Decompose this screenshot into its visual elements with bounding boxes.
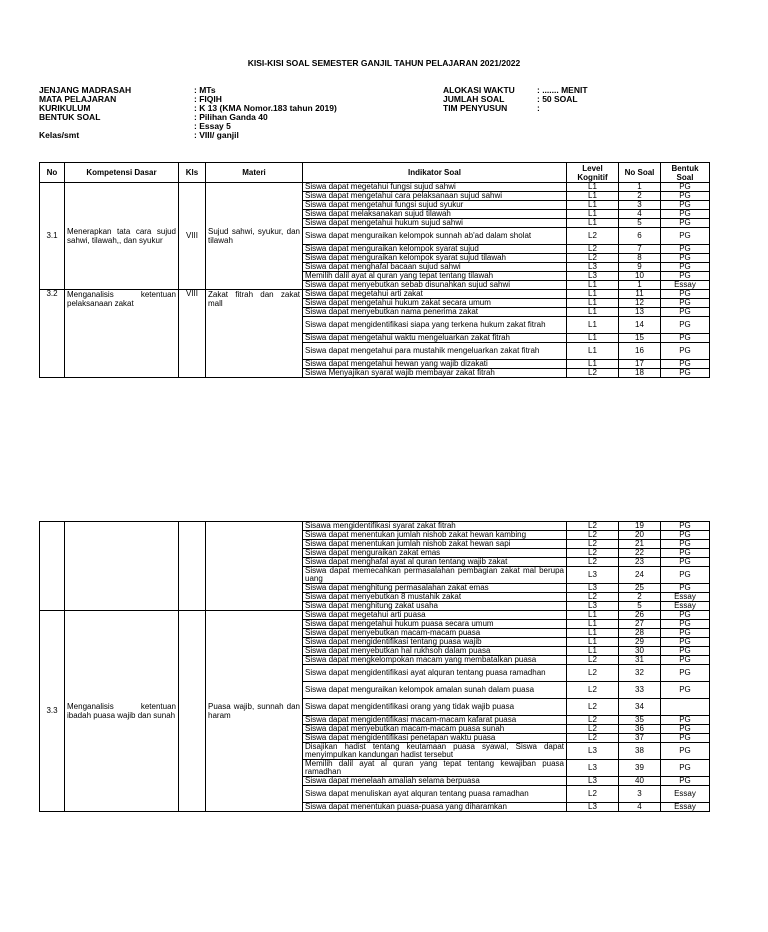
indikator-cell: Siswa dapat mengidentifikasi orang yang tidak wajib puasa — [303, 699, 567, 716]
level-cell: L2 — [567, 682, 619, 699]
bentuk-soal-cell: Essay — [661, 803, 710, 812]
level-cell: L2 — [567, 786, 619, 803]
meta-label: ALOKASI WAKTU — [443, 85, 515, 95]
indikator-cell: Siswa dapat mengetahui hewan yang wajib dizakati — [303, 360, 567, 369]
meta-value: : — [537, 103, 540, 113]
meta-row — [39, 131, 337, 140]
level-cell: L1 — [567, 210, 619, 219]
indikator-cell: Siswa dapat menguraikan kelompok syarat sujud — [303, 245, 567, 254]
bentuk-soal-cell: PG — [661, 245, 710, 254]
level-cell: L3 — [567, 803, 619, 812]
meta-row — [39, 113, 337, 122]
level-cell: L2 — [567, 593, 619, 602]
meta-value: : Essay 5 — [194, 121, 231, 131]
bentuk-soal-cell: PG — [661, 290, 710, 299]
meta-label: TIM PENYUSUN — [443, 103, 508, 113]
bentuk-soal-cell: PG — [661, 665, 710, 682]
level-cell: L2 — [567, 725, 619, 734]
header-indikator-soal: Indikator Soal — [303, 163, 567, 183]
kd-number-cell: 3.1 — [40, 183, 65, 290]
no-soal-cell: 32 — [619, 665, 661, 682]
meta-label: BENTUK SOAL — [39, 112, 101, 122]
level-cell: L2 — [567, 734, 619, 743]
meta-value: : 50 SOAL — [537, 94, 578, 104]
bentuk-soal-cell: PG — [661, 343, 710, 360]
indikator-cell: Siswa dapat mengetahui cara pelaksanaan sujud sahwi — [303, 192, 567, 201]
header-no-soal: No Soal — [619, 163, 661, 183]
indikator-cell: Siswa dapat menuliskan ayat alquran tentang puasa ramadhan — [303, 786, 567, 803]
level-cell: L1 — [567, 290, 619, 299]
bentuk-soal-cell: PG — [661, 369, 710, 378]
meta-value: : ....... MENIT — [537, 85, 588, 95]
level-cell: L2 — [567, 254, 619, 263]
no-soal-cell: 22 — [619, 549, 661, 558]
meta-label: JUMLAH SOAL — [443, 94, 505, 104]
indikator-cell: Siswa dapat megetahui arti puasa — [303, 611, 567, 620]
indikator-cell: Siswa dapat menguraikan kelompok syarat sujud tilawah — [303, 254, 567, 263]
meta-value: : VIII/ ganjil — [194, 130, 239, 140]
bentuk-soal-cell: PG — [661, 777, 710, 786]
header-kompetensi-dasar: Kompetensi Dasar — [65, 163, 179, 183]
indikator-cell: Siswa dapat mengetahui hukum puasa secara umum — [303, 620, 567, 629]
no-soal-cell: 29 — [619, 638, 661, 647]
bentuk-soal-cell: PG — [661, 611, 710, 620]
no-soal-cell: 8 — [619, 254, 661, 263]
indikator-cell: Siswa dapat menyebutkan hal rukhsoh dalam puasa — [303, 647, 567, 656]
bentuk-soal-cell: PG — [661, 725, 710, 734]
bentuk-soal-cell: PG — [661, 219, 710, 228]
no-soal-cell: 3 — [619, 786, 661, 803]
level-cell: L2 — [567, 522, 619, 531]
level-cell: L3 — [567, 602, 619, 611]
level-cell: L2 — [567, 531, 619, 540]
indikator-cell: Disajikan hadist tentang keutamaan puasa syawal, Siswa dapat menyimpulkan kandungan hadist tersebut — [303, 743, 567, 760]
no-soal-cell: 2 — [619, 192, 661, 201]
level-cell: L1 — [567, 334, 619, 343]
indikator-cell: Siswa dapat mengkelompokan macam yang membatalkan puasa — [303, 656, 567, 665]
kisi-table-page-2 — [39, 521, 710, 812]
level-cell: L1 — [567, 281, 619, 290]
indikator-cell: Sisawa mengidentifikasi syarat zakat fitrah — [303, 522, 567, 531]
level-cell: L3 — [567, 743, 619, 760]
indikator-cell: Siswa dapat mengidentifikasi ayat alquran tentang puasa ramadhan — [303, 665, 567, 682]
bentuk-soal-cell: PG — [661, 760, 710, 777]
indikator-cell: Siswa dapat menguraikan kelompok amalan sunah dalam puasa — [303, 682, 567, 699]
no-soal-cell: 15 — [619, 334, 661, 343]
kls-cell — [179, 522, 206, 611]
no-soal-cell: 40 — [619, 777, 661, 786]
no-soal-cell: 21 — [619, 540, 661, 549]
bentuk-soal-cell: PG — [661, 201, 710, 210]
bentuk-soal-cell: PG — [661, 334, 710, 343]
indikator-cell: Siswa dapat memecahkan permasalahan pembagian zakat mal berupa uang — [303, 567, 567, 584]
level-cell: L1 — [567, 638, 619, 647]
indikator-cell: Siswa dapat menghafal bacaan sujud sahwi — [303, 263, 567, 272]
no-soal-cell: 30 — [619, 647, 661, 656]
no-soal-cell: 1 — [619, 281, 661, 290]
header-no: No — [40, 163, 65, 183]
bentuk-soal-cell: PG — [661, 567, 710, 584]
level-cell: L2 — [567, 716, 619, 725]
table-row — [40, 522, 710, 531]
level-cell: L2 — [567, 540, 619, 549]
indikator-cell: Siswa dapat menyebutkan nama penerima zakat — [303, 308, 567, 317]
no-soal-cell: 26 — [619, 611, 661, 620]
meta-value: : MTs — [194, 85, 216, 95]
indikator-cell: Siswa Menyajikan syarat wajib membayar zakat fitrah — [303, 369, 567, 378]
bentuk-soal-cell: PG — [661, 629, 710, 638]
no-soal-cell: 2 — [619, 593, 661, 602]
level-cell: L3 — [567, 272, 619, 281]
bentuk-soal-cell: PG — [661, 540, 710, 549]
indikator-cell: Siswa dapat mengidentifikasi penetapan waktu puasa — [303, 734, 567, 743]
no-soal-cell: 39 — [619, 760, 661, 777]
no-soal-cell: 28 — [619, 629, 661, 638]
kd-number-cell: 3.3 — [40, 611, 65, 812]
meta-value: : K 13 (KMA Nomor.183 tahun 2019) — [194, 103, 337, 113]
level-cell: L2 — [567, 228, 619, 245]
indikator-cell: Siswa dapat menyebutkan 8 mustahik zakat — [303, 593, 567, 602]
no-soal-cell: 34 — [619, 699, 661, 716]
bentuk-soal-cell: Essay — [661, 786, 710, 803]
no-soal-cell: 10 — [619, 272, 661, 281]
meta-left — [39, 86, 337, 140]
no-soal-cell: 4 — [619, 803, 661, 812]
bentuk-soal-cell: PG — [661, 647, 710, 656]
indikator-cell: Siswa dapat mengidentifikasi siapa yang terkena hukum zakat fitrah — [303, 317, 567, 334]
bentuk-soal-cell: PG — [661, 522, 710, 531]
bentuk-soal-cell: PG — [661, 192, 710, 201]
table-header-row — [40, 163, 710, 183]
level-cell: L1 — [567, 183, 619, 192]
no-soal-cell: 18 — [619, 369, 661, 378]
header-materi: Materi — [206, 163, 303, 183]
no-soal-cell: 9 — [619, 263, 661, 272]
bentuk-soal-cell: PG — [661, 620, 710, 629]
no-soal-cell: 33 — [619, 682, 661, 699]
indikator-cell: Memilih dalil ayat al quran yang tepat tentang kewajiban puasa ramadhan — [303, 760, 567, 777]
no-soal-cell: 12 — [619, 299, 661, 308]
indikator-cell: Siswa dapat megetahui fungsi sujud sahwi — [303, 183, 567, 192]
kompetensi-dasar-cell: Menganalisis ketentuan pelaksanaan zakat — [65, 290, 179, 378]
no-soal-cell: 36 — [619, 725, 661, 734]
level-cell: L1 — [567, 620, 619, 629]
kd-number-cell: 3.2 — [40, 290, 65, 378]
level-cell: L2 — [567, 699, 619, 716]
bentuk-soal-cell: PG — [661, 183, 710, 192]
kls-cell: VIII — [179, 183, 206, 290]
bentuk-soal-cell: PG — [661, 228, 710, 245]
no-soal-cell: 20 — [619, 531, 661, 540]
level-cell: L3 — [567, 567, 619, 584]
indikator-cell: Siswa dapat mengetahui fungsi sujud syukur — [303, 201, 567, 210]
indikator-cell: Memilih dalil ayat al quran yang tepat tentang tilawah — [303, 272, 567, 281]
no-soal-cell: 38 — [619, 743, 661, 760]
level-cell: L2 — [567, 549, 619, 558]
meta-label: JENJANG MADRASAH — [39, 85, 132, 95]
indikator-cell: Siswa dapat menghitung permasalahan zakat emas — [303, 584, 567, 593]
no-soal-cell: 31 — [619, 656, 661, 665]
meta-right — [443, 86, 588, 113]
level-cell: L1 — [567, 219, 619, 228]
indikator-cell: Siswa dapat megetahui arti zakat — [303, 290, 567, 299]
bentuk-soal-cell: PG — [661, 360, 710, 369]
meta-row — [39, 122, 337, 131]
indikator-cell: Siswa dapat mengetahui hukum sujud sahwi — [303, 219, 567, 228]
bentuk-soal-cell: PG — [661, 716, 710, 725]
meta-value: : FIQIH — [194, 94, 222, 104]
level-cell: L1 — [567, 629, 619, 638]
indikator-cell: Siswa dapat menghafal ayat al quran tentang wajib zakat — [303, 558, 567, 567]
no-soal-cell: 19 — [619, 522, 661, 531]
level-cell: L3 — [567, 584, 619, 593]
no-soal-cell: 6 — [619, 228, 661, 245]
indikator-cell: Siswa dapat mengidentifikasi tentang puasa wajib — [303, 638, 567, 647]
indikator-cell: Siswa dapat menentukan jumlah nishob zakat hewan kambing — [303, 531, 567, 540]
bentuk-soal-cell: PG — [661, 531, 710, 540]
level-cell: L1 — [567, 360, 619, 369]
kompetensi-dasar-cell — [65, 522, 179, 611]
indikator-cell: Siswa dapat mengetahui waktu mengeluarkan zakat fitrah — [303, 334, 567, 343]
level-cell: L2 — [567, 245, 619, 254]
no-soal-cell: 25 — [619, 584, 661, 593]
level-cell: L1 — [567, 317, 619, 334]
no-soal-cell: 7 — [619, 245, 661, 254]
indikator-cell: Siswa dapat menguraikan zakat emas — [303, 549, 567, 558]
bentuk-soal-cell: PG — [661, 682, 710, 699]
bentuk-soal-cell: Essay — [661, 602, 710, 611]
bentuk-soal-cell: PG — [661, 558, 710, 567]
bentuk-soal-cell: PG — [661, 272, 710, 281]
indikator-cell: Siswa dapat menguraikan kelompok sunnah ab'ad dalam sholat — [303, 228, 567, 245]
level-cell: L1 — [567, 611, 619, 620]
bentuk-soal-cell: Essay — [661, 593, 710, 602]
meta-label: MATA PELAJARAN — [39, 94, 117, 104]
indikator-cell: Siswa dapat menelaah amaliah selama berpuasa — [303, 777, 567, 786]
no-soal-cell: 27 — [619, 620, 661, 629]
no-soal-cell: 37 — [619, 734, 661, 743]
level-cell: L1 — [567, 308, 619, 317]
materi-cell: Sujud sahwi, syukur, dan tilawah — [206, 183, 303, 290]
level-cell: L2 — [567, 558, 619, 567]
header-bentuk-soal: Bentuk Soal — [661, 163, 710, 183]
indikator-cell: Siswa dapat menentukan puasa-puasa yang diharamkan — [303, 803, 567, 812]
level-cell: L1 — [567, 201, 619, 210]
materi-cell — [206, 522, 303, 611]
no-soal-cell: 13 — [619, 308, 661, 317]
level-cell: L2 — [567, 369, 619, 378]
indikator-cell: Siswa dapat menentukan jumlah nishob zakat hewan sapi — [303, 540, 567, 549]
no-soal-cell: 17 — [619, 360, 661, 369]
table-row — [40, 183, 710, 192]
materi-cell: Puasa wajib, sunnah dan haram — [206, 611, 303, 812]
level-cell: L3 — [567, 777, 619, 786]
materi-cell: Zakat fitrah dan zakat mall — [206, 290, 303, 378]
level-cell: L2 — [567, 656, 619, 665]
bentuk-soal-cell: PG — [661, 210, 710, 219]
no-soal-cell: 5 — [619, 602, 661, 611]
level-cell: L1 — [567, 299, 619, 308]
no-soal-cell: 1 — [619, 183, 661, 192]
level-cell: L2 — [567, 665, 619, 682]
document-title: KISI-KISI SOAL SEMESTER GANJIL TAHUN PELAJARAN 2021/2022 — [247, 58, 521, 68]
kompetensi-dasar-cell: Menganalisis ketentuan ibadah puasa wajib dan sunah — [65, 611, 179, 812]
bentuk-soal-cell: PG — [661, 254, 710, 263]
bentuk-soal-cell: PG — [661, 308, 710, 317]
no-soal-cell: 3 — [619, 201, 661, 210]
no-soal-cell: 14 — [619, 317, 661, 334]
bentuk-soal-cell: PG — [661, 638, 710, 647]
table-row — [40, 611, 710, 620]
no-soal-cell: 16 — [619, 343, 661, 360]
bentuk-soal-cell: PG — [661, 299, 710, 308]
no-soal-cell: 4 — [619, 210, 661, 219]
kompetensi-dasar-cell: Menerapkan tata cara sujud sahwi, tilawah,, dan syukur — [65, 183, 179, 290]
kls-cell — [179, 611, 206, 812]
bentuk-soal-cell: PG — [661, 584, 710, 593]
bentuk-soal-cell: PG — [661, 656, 710, 665]
table-row — [40, 290, 710, 299]
kisi-table-page-1 — [39, 162, 710, 378]
meta-value: : Pilihan Ganda 40 — [194, 112, 268, 122]
no-soal-cell: 11 — [619, 290, 661, 299]
no-soal-cell: 35 — [619, 716, 661, 725]
level-cell: L1 — [567, 647, 619, 656]
indikator-cell: Siswa dapat mengetahui hukum zakat secara umum — [303, 299, 567, 308]
level-cell: L1 — [567, 343, 619, 360]
header-level-kognitif: Level Kognitif — [567, 163, 619, 183]
indikator-cell: Siswa dapat melaksanakan sujud tilawah — [303, 210, 567, 219]
bentuk-soal-cell: Essay — [661, 281, 710, 290]
bentuk-soal-cell: PG — [661, 317, 710, 334]
indikator-cell: Siswa dapat menyebutkan macam-macam puasa — [303, 629, 567, 638]
no-soal-cell: 24 — [619, 567, 661, 584]
bentuk-soal-cell: PG — [661, 734, 710, 743]
bentuk-soal-cell: PG — [661, 263, 710, 272]
bentuk-soal-cell: PG — [661, 743, 710, 760]
header-kls: Kls — [179, 163, 206, 183]
level-cell: L3 — [567, 263, 619, 272]
indikator-cell: Siswa dapat menyebutkan macam-macam puasa sunah — [303, 725, 567, 734]
no-soal-cell: 5 — [619, 219, 661, 228]
meta-row — [443, 104, 588, 113]
meta-label: Kelas/smt — [39, 130, 80, 140]
kls-cell: VIII — [179, 290, 206, 378]
indikator-cell: Siswa dapat mengidentifikasi macam-macam kafarat puasa — [303, 716, 567, 725]
bentuk-soal-cell: PG — [661, 549, 710, 558]
indikator-cell: Siswa dapat menyebutkan sebab disunahkan sujud sahwi — [303, 281, 567, 290]
meta-label: KURIKULUM — [39, 103, 91, 113]
indikator-cell: Siswa dapat menghitung zakat usaha — [303, 602, 567, 611]
kd-number-cell — [40, 522, 65, 611]
bentuk-soal-cell — [661, 699, 710, 716]
no-soal-cell: 23 — [619, 558, 661, 567]
indikator-cell: Siswa dapat mengetahui para mustahik mengeluarkan zakat fitrah — [303, 343, 567, 360]
level-cell: L3 — [567, 760, 619, 777]
level-cell: L1 — [567, 192, 619, 201]
